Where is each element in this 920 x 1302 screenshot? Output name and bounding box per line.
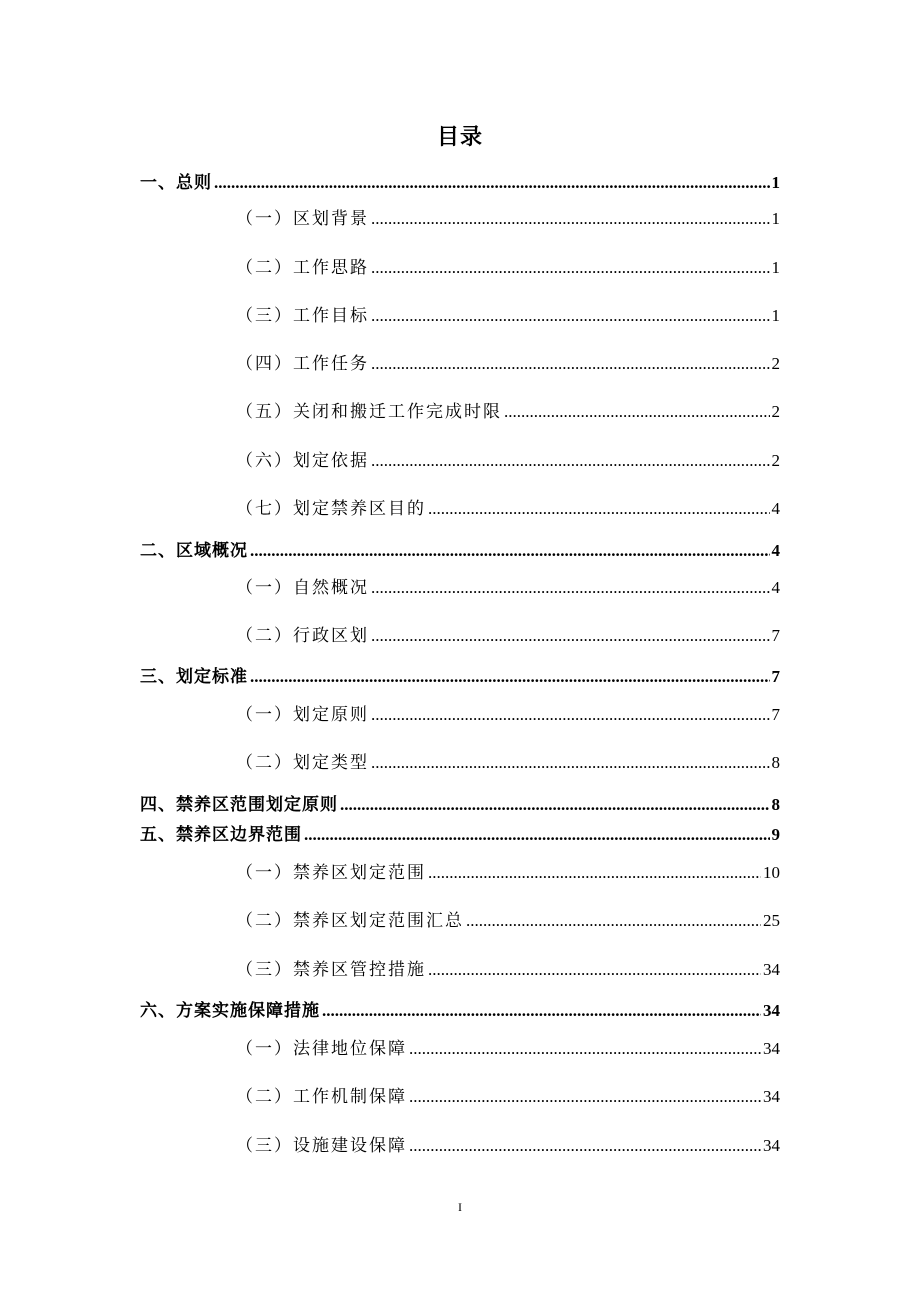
toc-entry-label: 三、划定标准 (140, 667, 248, 687)
toc-entry[interactable] (236, 858, 780, 883)
toc-dot-leader (428, 863, 761, 883)
toc-entry[interactable] (140, 536, 780, 561)
toc-entry-label: 四、禁养区范围划定原则 (140, 795, 338, 815)
toc-entry[interactable] (236, 748, 780, 773)
toc-dot-leader (409, 1039, 761, 1059)
toc-entry[interactable] (236, 1082, 780, 1107)
toc-dot-leader (214, 173, 770, 193)
toc-entry[interactable] (140, 820, 780, 845)
toc-entry-page-number: 1 (771, 258, 780, 277)
toc-entry[interactable] (236, 204, 780, 229)
toc-entry-page-number: 7 (771, 705, 780, 724)
toc-entry-page-number: 2 (771, 402, 780, 421)
toc-dot-leader (371, 258, 770, 278)
toc-entry[interactable] (236, 955, 780, 980)
toc-entry-page-number: 1 (771, 306, 780, 325)
toc-entry-label: （二）工作机制保障 (236, 1087, 407, 1107)
toc-entry[interactable] (236, 301, 780, 326)
toc-entry-label: （二）工作思路 (236, 258, 369, 278)
toc-dot-leader (409, 1087, 761, 1107)
toc-entry-label: 二、区域概况 (140, 541, 248, 561)
toc-entry-label: （一）区划背景 (236, 209, 369, 229)
toc-dot-leader (304, 825, 770, 845)
toc-dot-leader (340, 795, 770, 815)
toc-entry-page-number: 2 (771, 451, 780, 470)
toc-entry[interactable] (236, 446, 780, 471)
toc-dot-leader (371, 578, 770, 598)
toc-entry-page-number: 7 (771, 667, 780, 686)
toc-entry[interactable] (140, 996, 780, 1021)
toc-dot-leader (428, 499, 770, 519)
toc-entry[interactable] (236, 1034, 780, 1059)
toc-entry-label: （二）划定类型 (236, 753, 369, 773)
toc-entry[interactable] (140, 662, 780, 687)
toc-entry[interactable] (236, 494, 780, 519)
toc-entry-page-number: 34 (763, 1136, 780, 1155)
toc-entry[interactable] (236, 1131, 780, 1156)
toc-dot-leader (250, 667, 770, 687)
toc-entry-page-number: 2 (771, 354, 780, 373)
toc-dot-leader (428, 960, 761, 980)
toc-entry-label: （五）关闭和搬迁工作完成时限 (236, 402, 502, 422)
footer-page-number: I (458, 1200, 462, 1214)
toc-entry-page-number: 1 (771, 173, 780, 192)
toc-dot-leader (504, 402, 770, 422)
toc-entry[interactable] (236, 621, 780, 646)
toc-entry[interactable] (236, 906, 780, 931)
toc-entry-page-number: 34 (763, 1087, 780, 1106)
toc-entry-page-number: 7 (771, 626, 780, 645)
toc-entry-page-number: 9 (771, 825, 780, 844)
toc-entry[interactable] (236, 573, 780, 598)
toc-entry-label: （一）禁养区划定范围 (236, 863, 426, 883)
toc-entry-page-number: 8 (771, 795, 780, 814)
toc-entry-label: 五、禁养区边界范围 (140, 825, 302, 845)
toc-entry-label: （一）自然概况 (236, 578, 369, 598)
toc-entry-label: （七）划定禁养区目的 (236, 499, 426, 519)
toc-dot-leader (371, 753, 770, 773)
toc-dot-leader (409, 1136, 761, 1156)
toc-entry-page-number: 4 (771, 541, 780, 560)
toc-entry-label: （三）设施建设保障 (236, 1136, 407, 1156)
toc-entry-page-number: 10 (763, 863, 780, 882)
toc-entry[interactable] (140, 168, 780, 193)
toc-entry[interactable] (236, 397, 780, 422)
toc-entry-page-number: 1 (771, 209, 780, 228)
toc-dot-leader (371, 705, 770, 725)
toc-entry-label: （二）行政区划 (236, 626, 369, 646)
toc-dot-leader (466, 911, 761, 931)
toc-entry-page-number: 8 (771, 753, 780, 772)
toc-entry-page-number: 34 (763, 1039, 780, 1058)
toc-entry[interactable] (236, 253, 780, 278)
toc-entry-label: 一、总则 (140, 173, 212, 193)
toc-entry-label: （六）划定依据 (236, 451, 369, 471)
toc-entry-page-number: 4 (771, 578, 780, 597)
toc-entry-label: （一）划定原则 (236, 705, 369, 725)
toc-entry-page-number: 4 (771, 499, 780, 518)
toc-entry-page-number: 25 (763, 911, 780, 930)
toc-dot-leader (371, 626, 770, 646)
toc-dot-leader (371, 451, 770, 471)
toc-dot-leader (371, 354, 770, 374)
toc-entry[interactable] (236, 700, 780, 725)
toc-entry-label: （三）禁养区管控措施 (236, 960, 426, 980)
toc-entry-page-number: 34 (763, 960, 780, 979)
toc-dot-leader (322, 1001, 761, 1021)
toc-entry-label: （一）法律地位保障 (236, 1039, 407, 1059)
toc-entry[interactable] (236, 349, 780, 374)
toc-dot-leader (250, 541, 770, 561)
toc-dot-leader (371, 306, 770, 326)
toc-entry-label: （三）工作目标 (236, 306, 369, 326)
toc-entry[interactable] (140, 790, 780, 815)
toc-entry-page-number: 34 (763, 1001, 780, 1020)
toc-entry-label: （二）禁养区划定范围汇总 (236, 911, 464, 931)
toc-title: 目录 (436, 124, 483, 150)
toc-dot-leader (371, 209, 770, 229)
toc-entry-label: （四）工作任务 (236, 354, 369, 374)
toc-entry-label: 六、方案实施保障措施 (140, 1001, 320, 1021)
